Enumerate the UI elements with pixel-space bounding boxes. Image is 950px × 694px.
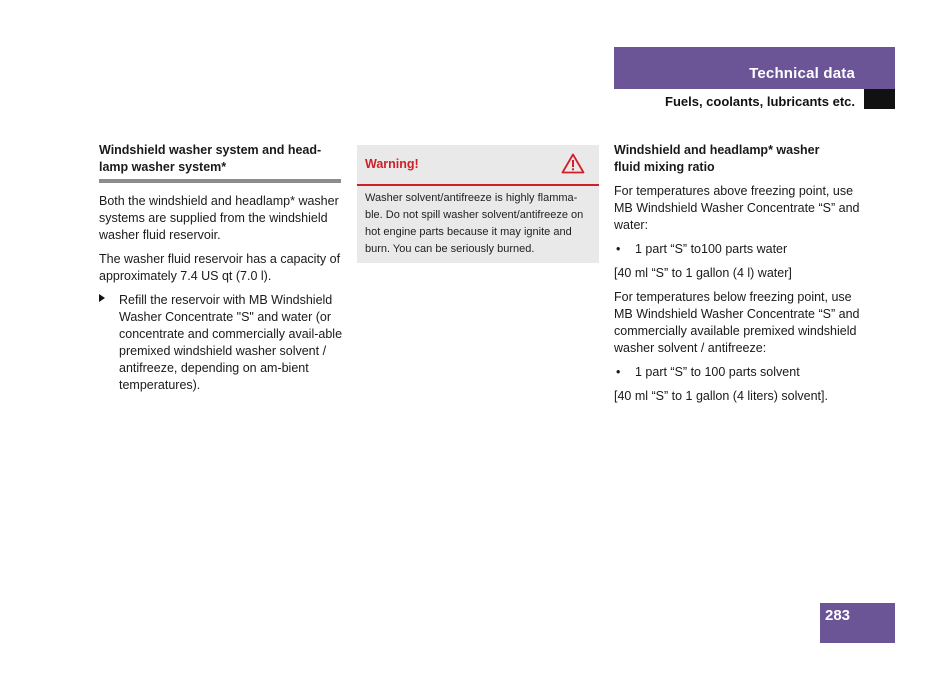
note-above: [40 ml “S” to 1 gallon (4 l) water] (614, 266, 792, 280)
warning-text: Washer solvent/antifreeze is highly flamma-ble. Do not spill washer solvent/antifreeze on hot engine parts because it may ignite and burn. You can be seriously burned. (365, 192, 584, 255)
list-item (614, 241, 864, 258)
section-header-band (614, 47, 895, 89)
left-heading-line2: lamp washer system* (99, 160, 227, 174)
page-number: 283 (825, 607, 851, 624)
section-title: Technical data (749, 65, 855, 82)
right-heading-line2: fluid mixing ratio (614, 160, 715, 174)
subsection-header (614, 89, 895, 109)
instruction-text: Refill the reservoir with MB Windshield Washer Concentrate "S" and water (or concentrate and commercially avail-able premixed windshield washer solvent / antifreeze, depending on am-bient temperatures). (119, 293, 343, 392)
left-column (99, 142, 344, 394)
right-column (614, 142, 864, 412)
page-number-band (820, 603, 895, 643)
heading-rule (99, 179, 341, 183)
subsection-title: Fuels, coolants, lubricants etc. (665, 94, 855, 109)
warning-box (357, 145, 599, 263)
instruction-item (99, 292, 344, 394)
bullet-icon: • (616, 242, 621, 256)
warning-header (357, 145, 599, 184)
left-heading-line1: Windshield washer system and head- (99, 143, 322, 157)
list-item (614, 364, 864, 381)
bullet-below-text: 1 part “S” to 100 parts solvent (635, 365, 800, 379)
left-heading (99, 142, 344, 176)
bullet-icon: • (616, 365, 621, 379)
bullet-above-text: 1 part “S” to100 parts water (635, 242, 788, 256)
warning-triangle-icon (561, 153, 585, 174)
subsection-marker (864, 89, 895, 109)
right-paragraph-below: For temperatures below freezing point, use MB Windshield Washer Concentrate “S” and commercially available premixed windshield washer solvent / antifreeze: (614, 290, 860, 355)
warning-title: Warning! (365, 157, 419, 171)
note-below: [40 ml “S” to 1 gallon (4 liters) solvent]. (614, 389, 828, 403)
right-heading-line1: Windshield and headlamp* washer (614, 143, 820, 157)
left-paragraph-1: Both the windshield and headlamp* washer systems are supplied from the windshield washer fluid reservoir. (99, 194, 339, 242)
right-paragraph-above: For temperatures above freezing point, use MB Windshield Washer Concentrate “S” and water: (614, 184, 860, 232)
arrow-bullet-icon (99, 294, 105, 302)
right-heading (614, 142, 864, 176)
left-paragraph-2: The washer fluid reservoir has a capacity of approximately 7.4 US qt (7.0 l). (99, 252, 341, 283)
